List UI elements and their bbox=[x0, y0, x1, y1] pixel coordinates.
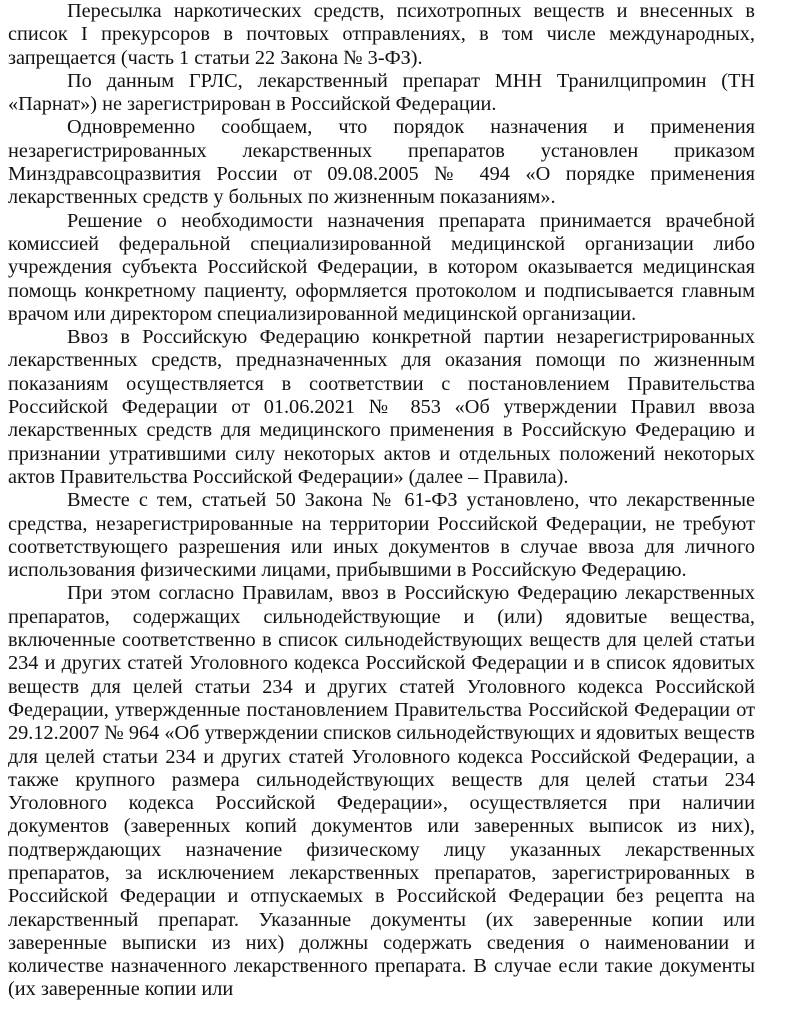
paragraph-medical-commission: Решение о необходимости назначения препарата принимается врачебной комиссией федеральной специализированной медицинской организации либо учреждения субъекта Российской Федерации, в котором оказывается медицинская помощь конкретному пациенту, оформляется протоколом и подписывается главным врачом или директором специализированной медицинской организации. bbox=[8, 209, 755, 325]
document-page bbox=[8, 0, 755, 1002]
paragraph-prescription-order: Одновременно сообщаем, что порядок назначения и применения незарегистрированных лекарственных препаратов установлен приказом Минздравсоцразвития России от 09.08.2005 № 494 «О порядке применения лекарственных средств у больных по жизненным показаниям». bbox=[8, 116, 755, 209]
paragraph-postal-shipment: Пересылка наркотических средств, психотропных веществ и внесенных в список I прекурсоров в почтовых отправлениях, в том числе международных, запрещается (часть 1 статьи 22 Закона № 3-ФЗ). bbox=[8, 0, 755, 69]
paragraph-import-rules: Ввоз в Российскую Федерацию конкретной партии незарегистрированных лекарственных средств, предназначенных для оказания помощи по жизненным показаниям осуществляется в соответствии с постановлением Правительства Российской Федерации от 01.06.2021 № 853 «Об утверждении Правил ввоза лекарственных средств для медицинского применения в Российскую Федерацию и признании утратившими силу некоторых актов и отдельных положений некоторых актов Правительства Российской Федерации» (далее – Правила). bbox=[8, 326, 755, 488]
paragraph-potent-substances: При этом согласно Правилам, ввоз в Российскую Федерацию лекарственных препаратов, содержащих сильнодействующие и (или) ядовитые вещества, включенные соответственно в список сильнодействующих веществ для целей статьи 234 и других статей Уголовного кодекса Российской Федерации и в список ядовитых веществ для целей статьи 234 и других статей Уголовного кодекса Российской Федерации, утвержденные постановлением Правительства Российской Федерации от 29.12.2007 № 964 «Об утверждении списков сильнодействующих и ядовитых веществ для целей статьи 234 и других статей Уголовного кодекса Российской Федерации, а также крупного размера сильнодействующих веществ для целей статьи 234 Уголовного кодекса Российской Федерации», осуществляется при наличии документов (заверенных копий документов или заверенных выписок из них), подтверждающих назначение физическому лицу указанных лекарственных препаратов, за исключением лекарственных препаратов, зарегистрированных в Российской Федерации и отпускаемых в Российской Федерации без рецепта на лекарственный препарат. Указанные документы (их заверенные копии или заверенные выписки из них) должны содержать сведения о наименовании и количестве назначенного лекарственного препарата. В случае если такие документы (их заверенные копии или bbox=[8, 582, 755, 1001]
paragraph-grls-registration: По данным ГРЛС, лекарственный препарат МНН Транилципромин (ТН «Парнат») не зарегистрирован в Российской Федерации. bbox=[8, 69, 755, 116]
paragraph-personal-use: Вместе с тем, статьей 50 Закона № 61-ФЗ установлено, что лекарственные средства, незарегистрированные на территории Российской Федерации, не требуют соответствующего разрешения или иных документов в случае ввоза для личного использования физическими лицами, прибывшими в Российскую Федерацию. bbox=[8, 489, 755, 582]
